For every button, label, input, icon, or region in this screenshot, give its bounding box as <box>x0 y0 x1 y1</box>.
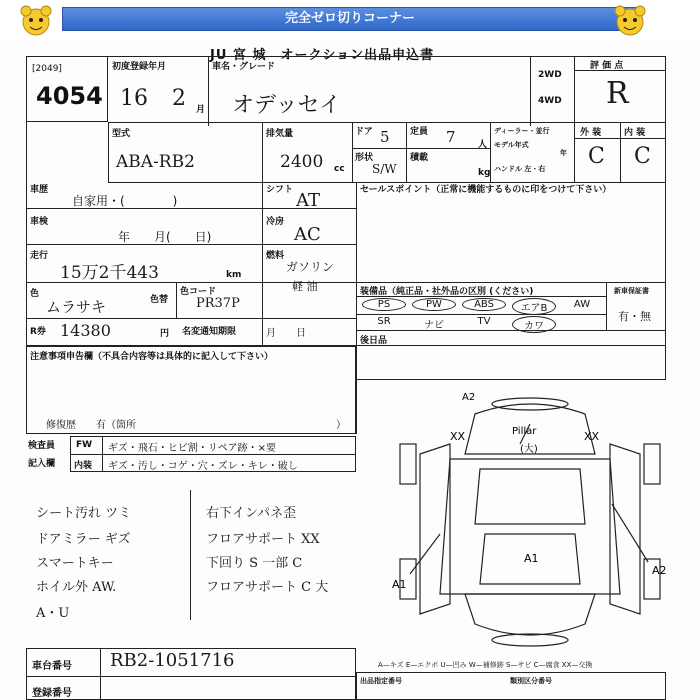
footer-label-b: 類別区分番号 <box>510 677 552 685</box>
doors-label: ドア <box>355 127 373 137</box>
remark-7: フロアサポート XX <box>206 532 320 547</box>
lot-code: [2049] <box>32 64 62 74</box>
equipment-aw: AW <box>573 299 591 310</box>
divider <box>352 148 490 149</box>
handle-label: ハンドル 左・右 <box>494 165 546 173</box>
registration-year: 16 <box>120 86 148 111</box>
displacement-unit: cc <box>334 164 345 174</box>
remark-6: 右下インパネ歪 <box>206 506 297 521</box>
exterior-value: C <box>588 144 605 169</box>
mileage-unit: km <box>226 270 242 280</box>
equipment-new-label: 新車保証書 <box>614 287 649 295</box>
displacement-label: 排気量 <box>266 129 294 139</box>
repair-close: ） <box>336 420 346 431</box>
divider <box>620 122 621 182</box>
usage-value: 自家用・( ) <box>72 194 178 208</box>
right-block-bottom <box>356 330 666 380</box>
color-label: 色 <box>30 289 40 299</box>
entry-items: ギズ・汚し・コゲ・穴・ズレ・キレ・破し <box>108 461 298 472</box>
recycle-value: 14380 <box>60 321 111 340</box>
footer-label-a: 出品指定番号 <box>360 677 402 685</box>
equipment-tv: TV <box>477 316 491 327</box>
divider <box>100 648 101 700</box>
entry-inner: 内装 <box>74 461 93 471</box>
divider <box>574 56 575 182</box>
divider <box>262 182 263 346</box>
rating-value: R <box>606 76 629 111</box>
registration-label: 初度登録年月 <box>112 62 167 72</box>
damage-a1-center: A1 <box>524 552 539 565</box>
sheet-header: JU 宮 城 オークション出品申込書 <box>210 48 435 63</box>
divider <box>406 122 407 182</box>
equipment-ps: PS <box>362 298 406 311</box>
damage-pillar: Pillar <box>512 426 537 437</box>
divider <box>356 296 606 297</box>
divider <box>262 122 263 182</box>
divider <box>102 436 103 472</box>
equipment-label: 装備品（純正品・社外品の区別 (ください) <box>360 287 534 297</box>
car-name-label: 車名・グレード <box>212 62 276 72</box>
capacity-label: 定員 <box>410 127 429 137</box>
divider <box>356 182 357 346</box>
car-damage-diagram <box>380 384 690 660</box>
banner <box>0 0 700 40</box>
usage-label: 車歴 <box>30 185 49 195</box>
body-type-label: 形状 <box>355 153 374 163</box>
interior-label: 内 装 <box>624 128 646 138</box>
checker-label: 検査員 <box>28 441 56 451</box>
fuel-label: 燃料 <box>266 251 285 261</box>
divider <box>530 56 531 126</box>
checker-items: ギズ・飛石・ヒビ割・リペア跡・×要 <box>108 443 276 454</box>
remark-3: スマートキー <box>36 556 114 571</box>
body-type-value: S/W <box>372 162 397 176</box>
divider <box>108 122 666 123</box>
name-change-label: 名変通知期限 <box>182 327 237 337</box>
register-label: 登録番号 <box>32 688 72 699</box>
remark-9: フロアサポート C 大 <box>206 580 329 595</box>
damage-xx-front-right: XX <box>584 430 600 443</box>
divider <box>352 122 353 182</box>
repair-label: 修復歴 有（箇所 <box>46 420 136 431</box>
color-code-value: PR37P <box>196 296 240 311</box>
rating-label: 評 価 点 <box>590 61 624 71</box>
damage-a2-right: A2 <box>652 564 667 577</box>
fuel-diesel: 軽 油 <box>292 280 318 293</box>
equipment-warranty: 有・無 <box>618 310 651 323</box>
divider <box>26 676 356 677</box>
exterior-label: 外 装 <box>580 128 602 138</box>
mileage-value: 15万2千443 <box>60 263 159 283</box>
notes-label: 注意事項申告欄（不具合内容等は具体的に記入して下さい） <box>30 352 274 362</box>
shift-value: AT <box>296 190 321 211</box>
after-install-label: 後日品 <box>360 336 388 346</box>
doors-value: 5 <box>380 128 390 146</box>
remark-4: ホイル外 AW. <box>36 580 117 595</box>
divider <box>208 56 209 126</box>
registration-month-unit: 月 <box>196 105 206 115</box>
equipment-pw: PW <box>412 298 456 311</box>
divider <box>26 318 356 319</box>
damage-xx-front-left: XX <box>450 430 466 443</box>
registration-month: 2 <box>172 86 186 111</box>
model-label: 型式 <box>112 129 131 139</box>
drive-4wd: 4WD <box>538 96 562 106</box>
color-code-label: 色コード <box>180 287 217 297</box>
model-value: ABA-RB2 <box>116 152 195 172</box>
equipment-leather: カワ <box>512 316 556 333</box>
lot-number: 4054 <box>36 82 103 110</box>
divider <box>108 122 109 182</box>
remark-1: シート汚れ ツミ <box>36 506 132 521</box>
shift-label: シフト <box>266 185 294 195</box>
recycle-label: R券 <box>30 327 46 337</box>
equipment-airbag: エアB <box>512 298 556 315</box>
capacity-value: 7 <box>446 128 456 146</box>
model-year-label: モデル年式 <box>494 141 529 149</box>
aircon-label: 冷房 <box>266 217 285 227</box>
chassis-label: 車台番号 <box>32 661 72 672</box>
divider <box>574 138 666 139</box>
divider <box>356 282 666 283</box>
checker-fw: FW <box>76 440 93 450</box>
damage-a1-left: A1 <box>392 578 407 591</box>
equipment-navi: ナビ <box>424 320 444 331</box>
divider <box>70 454 356 455</box>
damage-small: (大) <box>520 444 538 455</box>
recycle-unit: 円 <box>160 329 170 339</box>
divider <box>356 314 606 315</box>
color-change-label: 色替 <box>150 295 169 305</box>
dealer-label: ディーラー・並行 <box>494 127 550 135</box>
divider <box>606 282 607 330</box>
remark-2: ドアミラー ギズ <box>36 532 131 547</box>
auction-sheet <box>0 40 700 700</box>
damage-a2-top: A2 <box>462 392 476 403</box>
drive-2wd: 2WD <box>538 70 562 80</box>
equipment-abs: ABS <box>462 298 506 311</box>
entry-label: 記入欄 <box>28 459 56 469</box>
aircon-value: AC <box>294 224 321 245</box>
mileage-label: 走行 <box>30 251 49 261</box>
model-year-unit: 年 <box>560 149 567 157</box>
divider <box>190 490 191 620</box>
inspection-value: 年 月( 日) <box>118 230 212 244</box>
equipment-sr: SR <box>377 316 391 327</box>
mascot-icon <box>612 2 648 38</box>
load-unit: kg <box>478 168 491 178</box>
capacity-unit: 人 <box>478 140 488 150</box>
load-label: 積載 <box>410 153 429 163</box>
mascot-icon <box>18 2 54 38</box>
fuel-gasoline: ガソリン <box>286 260 335 274</box>
name-change-value: 月 日 <box>266 328 306 339</box>
chassis-value: RB2-1051716 <box>110 650 235 671</box>
damage-legend: A—キズ E—エクボ U—凹み W—補修跡 S—サビ C—腐食 XX—交換 <box>378 661 593 669</box>
divider <box>176 282 177 318</box>
car-name-value: オデッセイ <box>232 93 341 118</box>
interior-value: C <box>634 144 651 169</box>
inspection-label: 車検 <box>30 217 49 227</box>
displacement-value: 2400 <box>280 152 324 172</box>
color-value: ムラサキ <box>46 298 107 316</box>
remark-5: A・U <box>36 606 70 621</box>
sales-point-label: セールスポイント（正常に機能するものに印をつけて下さい） <box>360 185 612 195</box>
remark-8: 下回り S 一部 C <box>206 556 303 571</box>
banner-title: 完全ゼロ切りコーナー <box>62 7 638 31</box>
